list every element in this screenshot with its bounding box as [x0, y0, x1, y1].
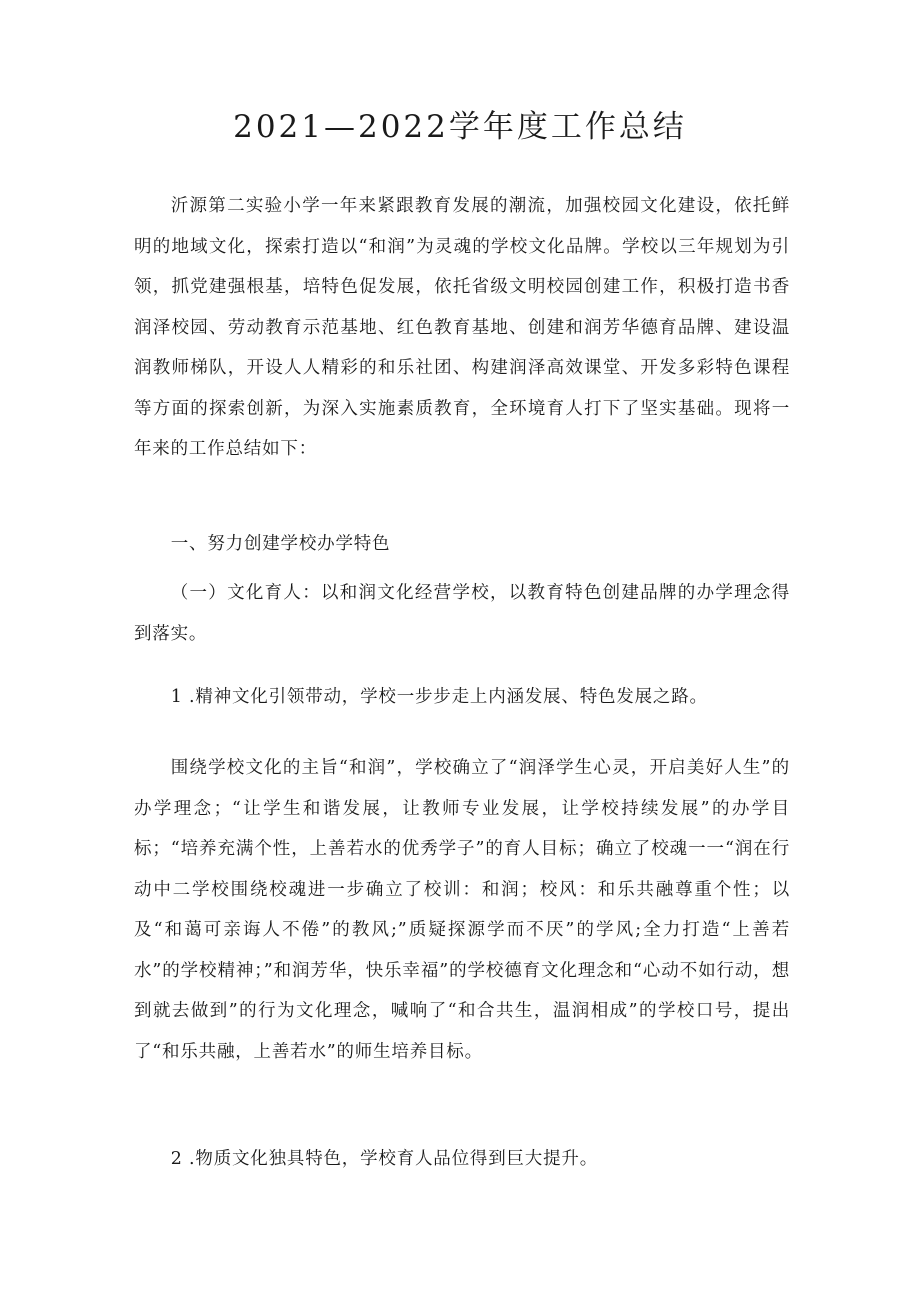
item-heading-2: 2 .物质文化独具特色，学校育人品位得到巨大提升。 — [170, 1149, 599, 1169]
intro-paragraph: 沂源第二实验小学一年来紧跟教育发展的潮流，加强校园文化建设，依托鲜明的地域文化，探索打造以“和润”为灵魂的学校文化品牌。学校以三年规划为引领，抓党建强根基，培特色促发展，依托省级文明校园创建工作，积极打造书香润泽校园、劳动教育示范基地、红色教育基地、创建和润芳华德育品牌、建设温润教师梯队，开设人人精彩的和乐社团、构建润泽高效课堂、开发多彩特色课程等方面的探索创新，为深入实施素质教育，全环境育人打下了坚实基础。现将一年来的工作总结如下： — [134, 196, 790, 459]
document-title: 2021—2022学年度工作总结 — [233, 109, 687, 145]
subsection-heading: （一）文化育人：以和润文化经营学校，以教育特色创建品牌的办学理念得到落实。 — [134, 583, 790, 644]
item-heading-1: 1 .精神文化引领带动，学校一步步走上内涵发展、特色发展之路。 — [170, 687, 708, 707]
item-1-paragraph: 围绕学校文化的主旨“和润”，学校确立了“润泽学生心灵，开启美好人生”的办学理念；“让学生和谐发展，让教师专业发展，让学校持续发展”的办学目标；“培养充满个性，上善若水的优秀学子”的育人目标；确立了校魂一一“润在行动中二学校围绕校魂进一步确立了校训：和润；校风：和乐共融尊重个性；以及“和蔼可亲诲人不倦”的教风;”质疑探源学而不厌”的学风;全力打造“上善若水”的学校精神；”和润芳华，快乐幸福”的学校德育文化理念和“心动不如行动，想到就去做到”的行为文化理念，喊响了“和合共生，温润相成”的学校口号，提出了“和乐共融，上善若水”的师生培养目标。 — [134, 758, 790, 1062]
section-heading: 一、努力创建学校办学特色 — [170, 534, 391, 554]
